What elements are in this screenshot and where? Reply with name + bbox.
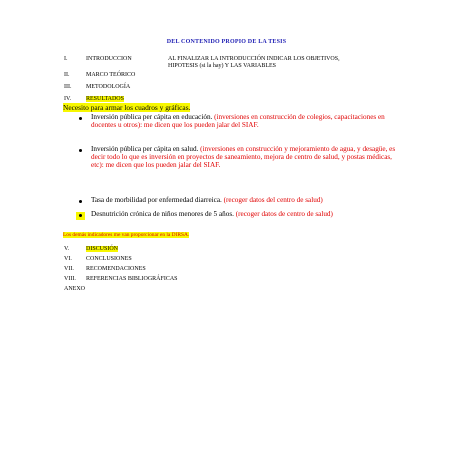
bullet-2-dot <box>79 149 82 152</box>
section-5-number: V. <box>64 246 70 252</box>
bullet-4 <box>91 210 401 218</box>
section-3-label: METODOLOGÍA <box>86 84 131 90</box>
bullet-1-black: Inversión pública per cápita en educación. <box>91 113 213 121</box>
bullet-2-red: (inversiones en construcción y mejoramiento de agua, y desagüe, es decir todo lo que es inversión en proyectos de saneamiento, mejora de centro de salud, y postas médicas, etc): me dicen que los pueden jalar del SIAF. <box>91 145 396 169</box>
section-4-label <box>86 96 124 103</box>
bullet-3 <box>91 196 411 204</box>
bullet-4-dot <box>79 214 82 217</box>
bullet-1 <box>91 113 396 129</box>
section-5-label <box>86 246 118 253</box>
section-3-number: III. <box>64 84 72 90</box>
section-5-label-text: DISCUSIÓN <box>86 246 119 252</box>
requirement-line <box>63 103 190 112</box>
section-6-number: VI. <box>64 256 72 262</box>
annex-label: ANEXO <box>64 286 85 292</box>
bullet-4-red: (recoger datos de centro de salud) <box>235 210 333 218</box>
section-4-number: IV. <box>64 96 72 102</box>
section-2-label: MARCO TEÓRICO <box>86 72 136 78</box>
section-8-number: VIII. <box>64 276 76 282</box>
bullet-2 <box>91 145 396 169</box>
section-7-label: RECOMENDACIONES <box>86 266 146 272</box>
section-2-number: II. <box>64 72 70 78</box>
side-note-line-2: HIPOTESIS (si la hay) Y LAS VARIABLES <box>168 63 277 69</box>
section-7-number: VII. <box>64 266 74 272</box>
section-8-label: REFERENCIAS BIBLIOGRÁFICAS <box>86 276 178 282</box>
section-6-label: CONCLUSIONES <box>86 256 132 262</box>
dirsa-note <box>63 232 189 239</box>
section-1-label: INTRODUCCION <box>86 56 132 62</box>
side-note-line-1: AL FINALIZAR LA INTRODUCCIÓN INDICAR LOS OBJETIVOS, <box>168 56 340 62</box>
bullet-3-dot <box>79 200 82 203</box>
section-1-number: I. <box>64 56 68 62</box>
bullet-4-black: Desnutrición crónica de niños menores de 5 años. <box>91 210 234 218</box>
bullet-1-dot <box>79 117 82 120</box>
section-4-label-text: RESULTADOS <box>86 96 124 102</box>
document-title: DEL CONTENIDO PROPIO DE LA TESIS <box>166 39 287 45</box>
dirsa-note-text: Los demás indicadores me van proporcionar en la DIRSA. <box>63 232 190 238</box>
requirement-text: Necesito para armar los cuadros y gráficas. <box>63 103 191 112</box>
bullet-2-black: Inversión pública per cápita en salud. <box>91 145 199 153</box>
bullet-3-red: (recoger datos del centro de salud) <box>223 196 323 204</box>
bullet-3-black: Tasa de morbilidad por enfermedad diarreica. <box>91 196 222 204</box>
bullet-1-red: (inversiones en construcción de colegios, capacitaciones en docentes u otros): me dicen que los pueden jalar del SIAF. <box>91 113 385 129</box>
